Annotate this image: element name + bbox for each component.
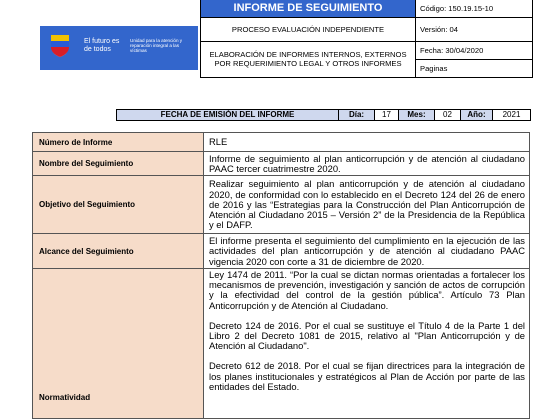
row-label: Número de Informe xyxy=(33,133,204,152)
month-label: Mes: xyxy=(399,110,435,121)
year-value: 2021 xyxy=(493,110,531,121)
row-label: Objetivo del Seguimiento xyxy=(33,176,204,234)
norm-paragraph: Ley 1474 de 2011. “Por la cual se dictan normas orientadas a fortalecer los mecanismos de prevención, investigación y sanción de actos de corrupción y la efectividad del control de la gestión pública”. Artículo 73 Plan Anticorrupción y de Atención al Ciudadano. xyxy=(209,269,525,311)
day-label: Día: xyxy=(339,110,375,121)
emission-label: FECHA DE EMISIÓN DEL INFORME xyxy=(117,110,339,121)
day-value: 17 xyxy=(375,110,399,121)
year-label: Año: xyxy=(461,110,493,121)
document-date: Fecha: 30/04/2020 xyxy=(416,41,533,59)
row-label: Normatividad xyxy=(33,269,204,419)
row-value xyxy=(204,269,530,419)
norm-paragraph: Decreto 124 de 2016. Por el cual se sustituye el Título 4 de la Parte 1 del Libro 2 del Decreto 1081 de 2015, relativo al "Plan Anticorrupción y de Atención al Ciudadano". xyxy=(209,319,525,352)
document-header-table xyxy=(200,0,533,78)
month-value: 02 xyxy=(435,110,461,121)
logo-entity-name: Unidad para la atención y reparación integral a las víctimas xyxy=(130,38,183,54)
document-pages: Paginas xyxy=(416,59,533,77)
row-label: Nombre del Seguimiento xyxy=(33,152,204,176)
row-value: RLE xyxy=(204,133,530,152)
row-label: Alcance del Seguimiento xyxy=(33,234,204,269)
report-info-table xyxy=(32,132,530,419)
table-row xyxy=(33,234,530,269)
logo-slogan: El futuro es de todos xyxy=(84,38,120,53)
elaboration-title: ELABORACIÓN DE INFORMES INTERNOS, EXTERNOS POR REQUERIMIENTO LEGAL Y OTROS INFORMES xyxy=(201,41,416,77)
document-title: INFORME DE SEGUIMIENTO xyxy=(201,0,416,18)
row-value: El informe presenta el seguimiento del cumplimiento en la ejecución de las actividades del plan anticorrupción y de atención al ciudadano PAAC vigencia 2020 con corte a 31 de diciembre de 2020. xyxy=(204,234,530,269)
process-name: PROCESO EVALUACIÓN INDEPENDIENTE xyxy=(201,18,416,42)
row-value: Informe de seguimiento al plan anticorrupción y de atención al ciudadano PAAC tercer cuatrimestre 2020. xyxy=(204,152,530,176)
document-version: Versión: 04 xyxy=(416,18,533,42)
row-value: Realizar seguimiento al plan anticorrupción y de atención al ciudadano 2020, de conformidad con lo establecido en el Decreto 124 del 26 de enero de 2016 y las “Estrategias para la Construcción del Plan Anticorrupción de Atención al Ciudadano 2015 – Versión 2” de la Presidencia de la República y el DAFP. xyxy=(204,176,530,234)
norm-paragraph: Decreto 612 de 2018. Por el cual se fijan directrices para la integración de los planes institucionales y estratégicos al Plan de Acción por parte de las entidades del Estado. xyxy=(209,360,525,392)
table-row xyxy=(33,133,530,152)
table-row xyxy=(33,176,530,234)
coat-of-arms-icon xyxy=(48,32,72,58)
emission-date-table xyxy=(116,109,531,121)
document-code: Código: 150.19.15-10 xyxy=(416,0,533,18)
table-row xyxy=(33,269,530,419)
table-row xyxy=(33,152,530,176)
